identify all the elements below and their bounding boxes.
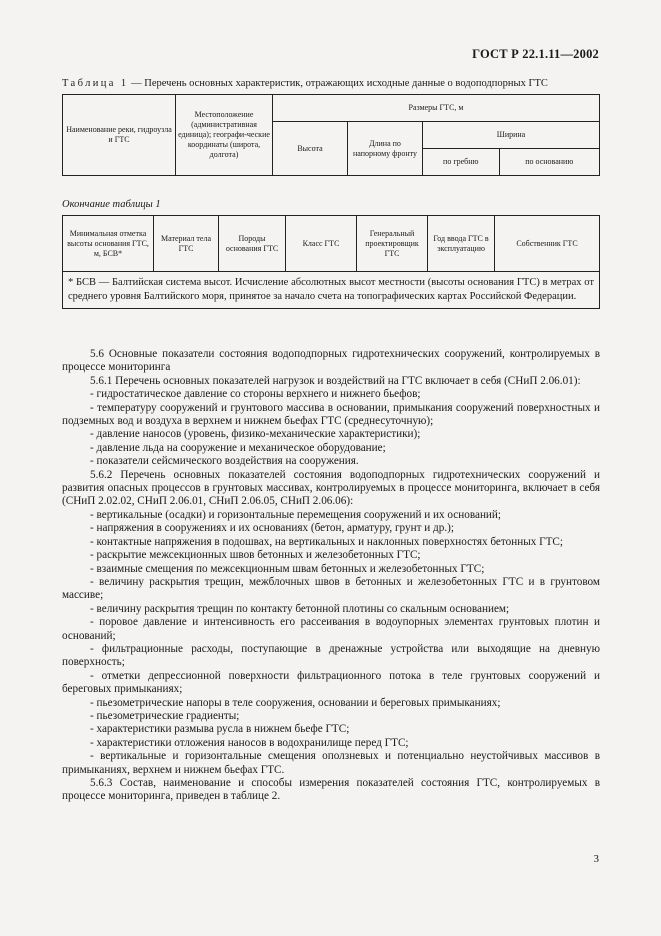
- page-number: 3: [593, 853, 599, 865]
- th-class: Класс ГТС: [286, 216, 357, 272]
- table-1-continuation: [62, 215, 600, 309]
- th-length: Длина по напорному фронту: [348, 122, 423, 176]
- list-item: - показатели сейсмического воздействия на сооружения.: [90, 455, 359, 468]
- list-item: - пьезометрические градиенты;: [90, 709, 240, 722]
- table-1-title: — Перечень основных характеристик, отражающих исходные данные о водоподпорных ГТС: [128, 78, 548, 89]
- th-sizes: Размеры ГТС, м: [273, 95, 600, 122]
- th-width: Ширина: [423, 122, 600, 149]
- list-item: - раскрытие межсекционных швов бетонных и железобетонных ГТС;: [90, 549, 421, 562]
- list-item: - гидростатическое давление со стороны верхнего и нижнего бьефов;: [90, 388, 421, 401]
- list-item: - поровое давление и интенсивность его рассеивания в водоупорных элементах грунтовых плотин и оснований;: [62, 616, 600, 642]
- table-1-label: Таблица 1: [62, 78, 129, 89]
- list-item: - пьезометрические напоры в теле сооружения, основании и береговых примыканиях;: [90, 696, 501, 709]
- list-item: - величину раскрытия трещин, межблочных швов в бетонных и железобетонных ГТС и в грунтовом массиве;: [62, 575, 600, 602]
- list-item: - вертикальные и горизонтальные смещения оползневых и потенциально неустойчивых массивов в примыканиях, верхнем и нижнем бьефах ГТС.: [62, 750, 600, 776]
- table-1: [62, 94, 600, 176]
- list-item: - температуру сооружений и грунтового массива в основании, примыкания сооружений поверхностных и подземных вод и воздуха в верхнем и нижнем бьефах ГТС (среднесуточную);: [62, 401, 600, 428]
- list-item: - величину раскрытия трещин по контакту бетонной плотины со скальным основанием;: [90, 602, 510, 615]
- th-location: Местоположение (административная единица); географи-ческие координаты (широта, долгота): [176, 95, 273, 176]
- table-footnote: * БСВ — Балтийская система высот. Исчисление абсолютных высот местности (высоты основания ГТС) в метрах от среднего уровня Балтийского моря, принятое за начало счета на топографических картах Российской Федерации.: [63, 272, 600, 309]
- table-1-continuation-title: Окончание таблицы 1: [62, 199, 161, 210]
- list-item: - контактные напряжения в подошвах, на вертикальных и наклонных поверхностях бетонных ГТС;: [90, 535, 563, 548]
- th-year: Год ввода ГТС в эксплуатацию: [428, 216, 495, 272]
- list-item: - вертикальные (осадки) и горизонтальные перемещения сооружений и их оснований;: [90, 508, 502, 521]
- section-5-6-text: [62, 348, 600, 804]
- th-width-crest: по гребню: [423, 149, 500, 176]
- th-height: Высота: [273, 122, 348, 176]
- list-item: - отметки депрессионной поверхности фильтрационного потока в теле грунтовых сооружений и береговых примыканиях;: [62, 669, 600, 696]
- list-item: - характеристики размыва русла в нижнем бьефе ГТС;: [90, 723, 350, 736]
- list-item: - давление наносов (уровень, физико-механические характеристики);: [90, 428, 421, 441]
- paragraph: 5.6.2 Перечень основных показателей состояния водоподпорных гидротехнических сооружений и развития опасных процессов в грунтовых массивах, контролируемых в процессе мониторинга, включает в себя (СНиП 2.02.02, СНиП 2.06.01, СНиП 2.06.05, СНиП 2.06.06):: [62, 468, 600, 508]
- list-item: - напряжения в сооружениях и их основаниях (бетон, арматуру, грунт и др.);: [90, 522, 454, 535]
- paragraph: 5.6.3 Состав, наименование и способы измерения показателей состояния ГТС, контролируемых в процессе мониторинга, приведен в таблице 2.: [62, 777, 600, 803]
- paragraph: 5.6 Основные показатели состояния водоподпорных гидротехнических сооружений, контролируемых в процессе мониторинга: [62, 348, 600, 374]
- list-item: - фильтрационные расходы, поступающие в дренажные устройства или выходящие на дневную поверхность;: [62, 642, 600, 669]
- th-name: Наименование реки, гидроузла и ГТС: [63, 95, 176, 176]
- th-min-elevation: Минимальная отметка высоты основания ГТС, м, БСВ*: [63, 216, 154, 272]
- list-item: - взаимные смещения по межсекционным швам бетонных и железобетонных ГТС;: [90, 562, 485, 575]
- document-header: ГОСТ Р 22.1.11—2002: [472, 47, 599, 61]
- list-item: - давление льда на сооружение и механическое оборудование;: [90, 441, 386, 454]
- th-rocks: Породы основания ГТС: [219, 216, 286, 272]
- list-item: - характеристики отложения наносов в водохранилище перед ГТС;: [90, 736, 409, 749]
- paragraph: 5.6.1 Перечень основных показателей нагрузок и воздействий на ГТС включает в себя (СНиП 2.06.01):: [90, 374, 581, 387]
- th-width-base: по основанию: [499, 149, 599, 176]
- table-1-caption: [62, 78, 602, 89]
- th-owner: Собственник ГТС: [495, 216, 600, 272]
- th-designer: Генеральный проектировщик ГТС: [357, 216, 428, 272]
- th-material: Материал тела ГТС: [154, 216, 219, 272]
